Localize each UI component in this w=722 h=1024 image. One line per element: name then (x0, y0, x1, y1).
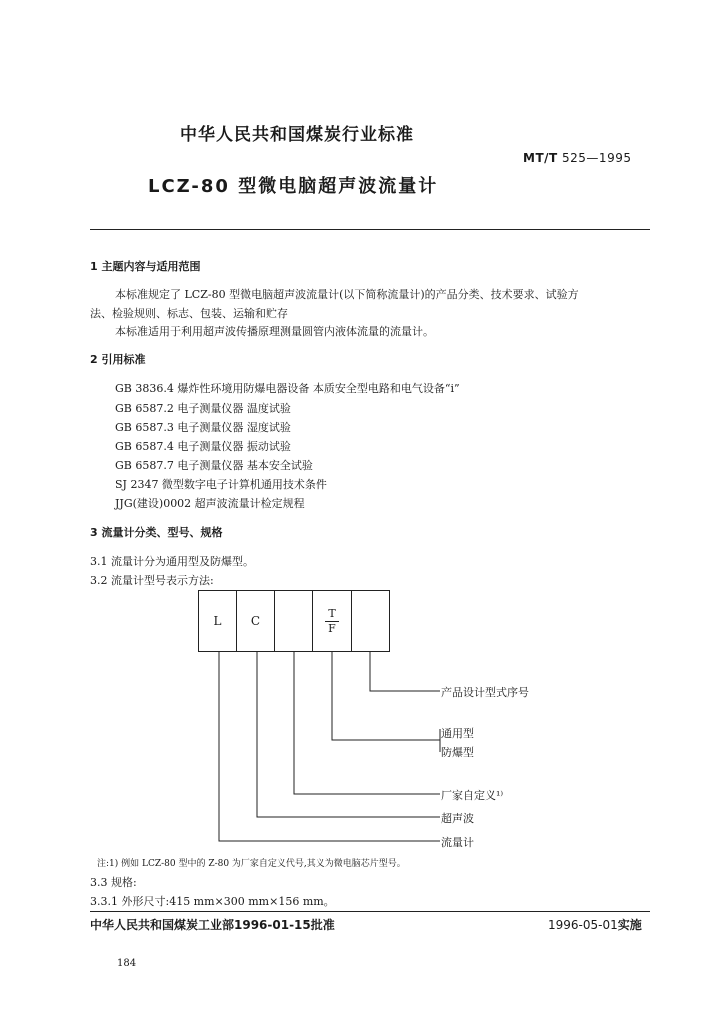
reference-item: GB 6587.2 电子测量仪器 温度试验 (115, 402, 291, 415)
effective-line (548, 916, 642, 933)
section1-paragraph2: 本标准适用于利用超声波传播原理测量圆管内液体流量的流量计。 (115, 325, 434, 338)
model-cell-l (198, 590, 237, 652)
effective-label: 实施 (617, 918, 642, 932)
label-explosion-proof: 防爆型 (441, 746, 474, 759)
model-cell-c (236, 590, 275, 652)
leader-ultrasonic (257, 652, 440, 817)
leader-type (332, 652, 440, 740)
section2-heading: 2 引用标准 (90, 353, 146, 366)
leader-factory (294, 652, 440, 794)
model-type-t: T (328, 606, 336, 620)
section3-heading: 3 流量计分类、型号、规格 (90, 526, 223, 539)
section1-paragraph1-line2: 法、检验规则、标志、包装、运输和贮存 (90, 307, 288, 320)
label-serial: 产品设计型式序号 (441, 686, 529, 699)
standard-code-number: 525—1995 (562, 151, 632, 165)
model-cell-serial (351, 590, 390, 652)
reference-item: GB 6587.7 电子测量仪器 基本安全试验 (115, 459, 313, 472)
reference-item: SJ 2347 微型数字电子计算机通用技术条件 (115, 478, 327, 491)
reference-item: GB 6587.3 电子测量仪器 湿度试验 (115, 421, 291, 434)
page-number: 184 (117, 958, 137, 969)
model-cell-factory (274, 590, 313, 652)
leader-flowmeter (219, 652, 440, 841)
standard-code-prefix: MT/T (523, 151, 558, 165)
clause-3-3-1: 3.3.1 外形尺寸:415 mm×300 mm×156 mm。 (90, 895, 335, 908)
model-cell-c-text: C (250, 614, 261, 628)
clause-3-1: 3.1 流量计分为通用型及防爆型。 (90, 555, 254, 568)
diagram-footnote: 注:1) 例如 LCZ-80 型中的 Z-80 为厂家自定义代号,其义为微电脑芯片型号。 (97, 859, 406, 869)
standard-code (523, 151, 631, 165)
label-general: 通用型 (441, 727, 474, 740)
section1-paragraph1-line1: 本标准规定了 LCZ-80 型微电脑超声波流量计(以下简称流量计)的产品分类、技术要求、试验方 (115, 288, 579, 301)
model-type-fraction (325, 607, 339, 636)
clause-3-3: 3.3 规格: (90, 876, 137, 889)
reference-item: GB 6587.4 电子测量仪器 振动试验 (115, 440, 291, 453)
approval-line: 中华人民共和国煤炭工业部1996-01-15批准 (90, 918, 335, 932)
organization-title: 中华人民共和国煤炭行业标准 (180, 125, 414, 145)
label-factory-defined: 厂家自定义¹⁾ (441, 789, 504, 802)
model-cell-l-text: L (213, 614, 222, 628)
label-flowmeter: 流量计 (441, 836, 474, 849)
header-rule (90, 229, 650, 230)
document-title: LCZ-80 型微电脑超声波流量计 (148, 176, 439, 197)
leader-serial (370, 652, 440, 691)
reference-item: GB 3836.4 爆炸性环境用防爆电器设备 本质安全型电路和电气设备“i” (115, 382, 460, 395)
clause-3-2: 3.2 流量计型号表示方法: (90, 574, 214, 587)
effective-date: 1996-05-01 (548, 918, 618, 932)
section1-heading: 1 主题内容与适用范围 (90, 260, 201, 273)
label-ultrasonic: 超声波 (441, 812, 474, 825)
model-type-f: F (328, 621, 336, 635)
model-cell-type (312, 590, 352, 652)
footer-rule (90, 911, 650, 912)
reference-item: JJG(建设)0002 超声波流量计检定规程 (115, 497, 305, 510)
